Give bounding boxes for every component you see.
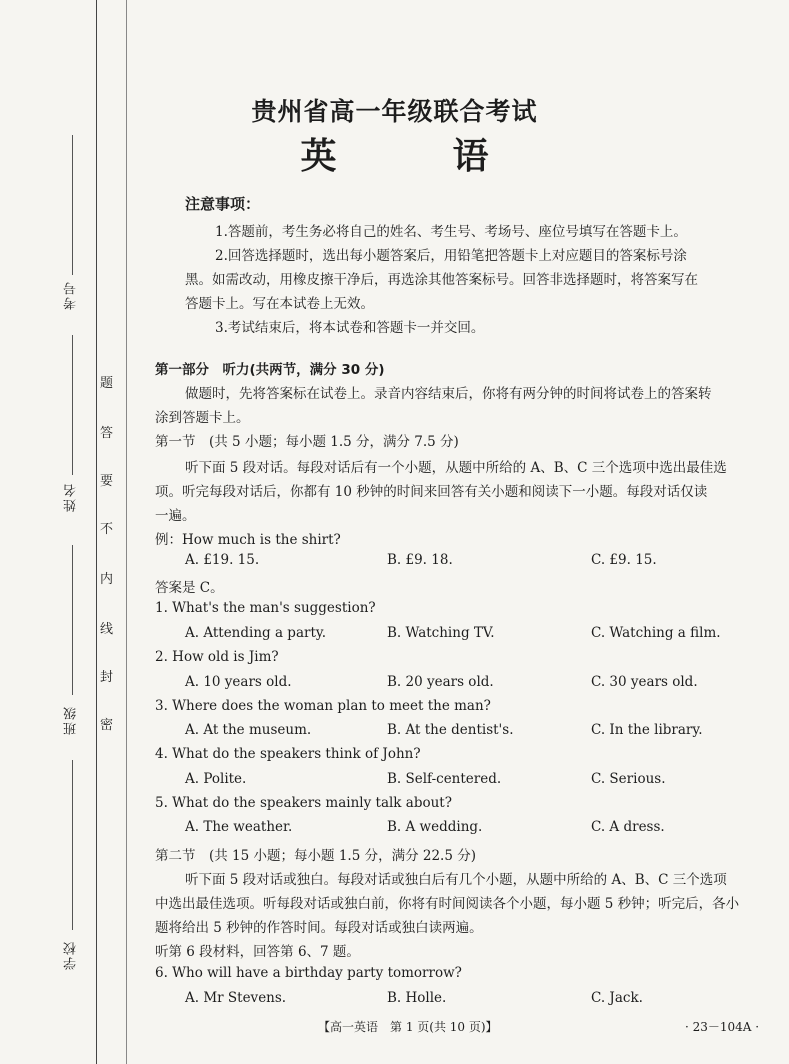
example-question: 例：How much is the shirt? (155, 532, 341, 548)
part1-heading: 第一部分 听力(共两节，满分 30 分) (155, 362, 385, 378)
notice-item: 1.答题前，考生务必将自己的姓名、考生号、考场号、座位号填写在答题卡上。 (215, 224, 687, 240)
option-b: B. At the dentist's. (387, 722, 514, 738)
example-option: A. £19. 15. (185, 552, 260, 568)
option-b: B. A wedding. (387, 819, 483, 835)
section1-instructions: 一遍。 (155, 508, 196, 524)
paper-code: · 23－104A · (685, 1020, 760, 1034)
notice-item: 3.考试结束后，将本试卷和答题卡一并交回。 (215, 320, 485, 336)
material-instruction: 听第 6 段材料，回答第 6、7 题。 (155, 944, 360, 960)
seal-char: 要 (100, 474, 114, 489)
option-c: C. Jack. (591, 990, 643, 1006)
example-option: B. £9. 18. (387, 552, 453, 568)
notice-item: 2.回答选择题时，选出每小题答案后，用铅笔把答题卡上对应题目的答案标号涂 (215, 248, 687, 264)
notice-item: 答题卡上。写在本试卷上无效。 (185, 296, 374, 312)
seal-char: 线 (100, 622, 114, 637)
option-b: B. Holle. (387, 990, 447, 1006)
part1-intro: 做题时，先将答案标在试卷上。录音内容结束后，你将有两分钟的时间将试卷上的答案转 (185, 386, 712, 402)
notice-title: 注意事项： (185, 195, 261, 213)
name-label: 姓名 (64, 482, 79, 512)
option-c: C. Watching a film. (591, 625, 721, 641)
option-c: C. 30 years old. (591, 674, 698, 690)
section2-instructions: 题将给出 5 秒钟的作答时间。每段对话或独白读两遍。 (155, 920, 483, 936)
seal-char: 答 (100, 426, 114, 441)
section2-instructions: 听下面 5 段对话或独白。每段对话或独白后有几个小题，从题中所给的 A、B、C 三个选项 (185, 872, 727, 888)
name-blank (72, 335, 73, 475)
class-blank (72, 545, 73, 695)
seal-char: 内 (100, 572, 114, 587)
option-a: A. Attending a party. (185, 625, 326, 641)
seal-char: 不 (100, 522, 114, 537)
seal-char: 密 (100, 718, 114, 733)
page-footer: 【高一英语 第 1 页(共 10 页)】 (318, 1020, 498, 1034)
part1-intro: 涂到答题卡上。 (155, 410, 250, 426)
section1-instructions: 项。听完每段对话后，你都有 10 秒钟的时间来回答有关小题和阅读下一小题。每段对话仅读 (155, 484, 708, 500)
option-a: A. The weather. (185, 819, 293, 835)
option-b: B. 20 years old. (387, 674, 494, 690)
option-b: B. Self-centered. (387, 771, 502, 787)
question: 3. Where does the woman plan to meet the man? (155, 698, 491, 714)
option-a: A. 10 years old. (185, 674, 292, 690)
option-c: C. In the library. (591, 722, 703, 738)
option-a: A. Polite. (185, 771, 247, 787)
exam-title: 贵州省高一年级联合考试 (251, 97, 538, 126)
option-c: C. Serious. (591, 771, 666, 787)
school-blank (72, 760, 73, 930)
question: 2. How old is Jim? (155, 649, 279, 665)
option-b: B. Watching TV. (387, 625, 495, 641)
seal-char: 封 (100, 670, 114, 685)
exam-subject: 英 语 (300, 136, 529, 177)
question: 1. What's the man's suggestion? (155, 600, 376, 616)
example-answer: 答案是 C。 (155, 580, 224, 596)
option-a: A. Mr Stevens. (185, 990, 287, 1006)
question: 4. What do the speakers think of John? (155, 746, 421, 762)
example-option: C. £9. 15. (591, 552, 657, 568)
question: 6. Who will have a birthday party tomorrow? (155, 965, 462, 981)
option-c: C. A dress. (591, 819, 665, 835)
class-label: 班级 (64, 705, 79, 735)
section1-instructions: 听下面 5 段对话。每段对话后有一个小题，从题中所给的 A、B、C 三个选项中选出最佳选 (185, 460, 727, 476)
section2-heading: 第二节 (共 15 小题；每小题 1.5 分，满分 22.5 分) (155, 848, 476, 864)
exam-no-label: 考号 (64, 280, 79, 310)
notice-item: 黑。如需改动，用橡皮擦干净后，再选涂其他答案标号。回答非选择题时，将答案写在 (185, 272, 698, 288)
question: 5. What do the speakers mainly talk about? (155, 795, 452, 811)
option-a: A. At the museum. (185, 722, 312, 738)
section1-heading: 第一节 (共 5 小题；每小题 1.5 分，满分 7.5 分) (155, 434, 459, 450)
section2-instructions: 中选出最佳选项。听每段对话或独白前，你将有时间阅读各个小题，每小题 5 秒钟；听完后，各小 (155, 896, 740, 912)
seal-char: 题 (100, 376, 114, 391)
school-label: 学校 (64, 940, 79, 970)
